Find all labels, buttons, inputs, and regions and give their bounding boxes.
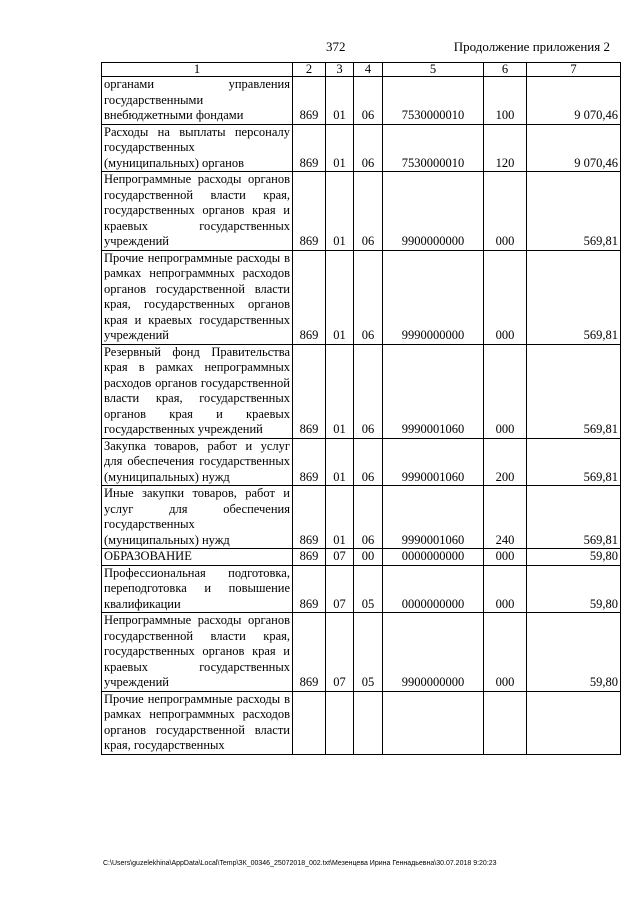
article-code-cell: 9900000000 (383, 172, 484, 251)
row-name-cell: Прочие непрограммные расходы в рамках непрограммных расходов органов государственной власти края, государственных органов края и краевых государственных учреждений (102, 250, 293, 344)
article-code-cell: 9990000000 (383, 250, 484, 344)
column-header: 2 (293, 63, 326, 77)
table-row (102, 549, 621, 566)
table-row (102, 565, 621, 613)
row-name-cell: Резервный фонд Правительства края в рамках непрограммных расходов органов государственной власти края, государственных органов края и краевых государственных учреждений (102, 344, 293, 438)
column-header: 5 (383, 63, 484, 77)
section-code-cell: 01 (326, 344, 354, 438)
expense-type-cell: 120 (484, 124, 527, 172)
amount-cell: 9 070,46 (527, 124, 621, 172)
article-code-cell: 9900000000 (383, 613, 484, 692)
row-name-cell: Расходы на выплаты персоналу государственных (муниципальных) органов (102, 124, 293, 172)
table-row (102, 438, 621, 486)
amount-cell: 59,80 (527, 549, 621, 566)
amount-cell: 59,80 (527, 565, 621, 613)
row-name-cell: Иные закупки товаров, работ и услуг для обеспечения государственных (муниципальных) нужд (102, 486, 293, 549)
amount-cell: 569,81 (527, 486, 621, 549)
amount-cell: 569,81 (527, 344, 621, 438)
row-name-cell: Непрограммные расходы органов государственной власти края, государственных органов края и краевых государственных учреждений (102, 613, 293, 692)
ministry-code-cell: 869 (293, 549, 326, 566)
expense-type-cell: 100 (484, 77, 527, 125)
subsection-code-cell (354, 691, 383, 754)
row-name-cell: Прочие непрограммные расходы в рамках непрограммных расходов органов государственной власти края, государственных (102, 691, 293, 754)
ministry-code-cell: 869 (293, 438, 326, 486)
amount-cell: 569,81 (527, 250, 621, 344)
row-name-cell: Закупка товаров, работ и услуг для обеспечения государственных (муниципальных) нужд (102, 438, 293, 486)
section-code-cell: 01 (326, 77, 354, 125)
subsection-code-cell: 06 (354, 486, 383, 549)
section-code-cell: 07 (326, 565, 354, 613)
article-code-cell (383, 691, 484, 754)
column-header: 7 (527, 63, 621, 77)
expense-type-cell: 000 (484, 250, 527, 344)
row-name-cell: ОБРАЗОВАНИЕ (102, 549, 293, 566)
table-header-row (102, 63, 621, 77)
article-code-cell: 0000000000 (383, 549, 484, 566)
column-header: 4 (354, 63, 383, 77)
table-row (102, 344, 621, 438)
ministry-code-cell: 869 (293, 486, 326, 549)
table-row (102, 250, 621, 344)
row-name-cell: Профессиональная подготовка, переподготовка и повышение квалификации (102, 565, 293, 613)
subsection-code-cell: 06 (354, 77, 383, 125)
ministry-code-cell: 869 (293, 613, 326, 692)
table-row (102, 613, 621, 692)
expense-type-cell: 200 (484, 438, 527, 486)
expense-type-cell: 000 (484, 565, 527, 613)
expense-type-cell (484, 691, 527, 754)
subsection-code-cell: 06 (354, 250, 383, 344)
subsection-code-cell: 06 (354, 438, 383, 486)
section-code-cell: 07 (326, 613, 354, 692)
subsection-code-cell: 05 (354, 565, 383, 613)
ministry-code-cell: 869 (293, 77, 326, 125)
continuation-label: Продолжение приложения 2 (453, 39, 610, 54)
subsection-code-cell: 06 (354, 172, 383, 251)
expense-type-cell: 000 (484, 613, 527, 692)
table-row (102, 124, 621, 172)
amount-cell: 59,80 (527, 613, 621, 692)
section-code-cell: 01 (326, 486, 354, 549)
article-code-cell: 9990001060 (383, 486, 484, 549)
subsection-code-cell: 00 (354, 549, 383, 566)
page-number: 372 (326, 39, 346, 54)
article-code-cell: 0000000000 (383, 565, 484, 613)
expense-type-cell: 000 (484, 172, 527, 251)
expense-type-cell: 240 (484, 486, 527, 549)
section-code-cell: 01 (326, 438, 354, 486)
section-code-cell: 01 (326, 124, 354, 172)
subsection-code-cell: 06 (354, 124, 383, 172)
section-code-cell: 07 (326, 549, 354, 566)
subsection-code-cell: 06 (354, 344, 383, 438)
section-code-cell (326, 691, 354, 754)
subsection-code-cell: 05 (354, 613, 383, 692)
table-row (102, 77, 621, 125)
expense-type-cell: 000 (484, 549, 527, 566)
column-header: 3 (326, 63, 354, 77)
section-code-cell: 01 (326, 172, 354, 251)
article-code-cell: 9990001060 (383, 344, 484, 438)
amount-cell: 9 070,46 (527, 77, 621, 125)
article-code-cell: 7530000010 (383, 124, 484, 172)
ministry-code-cell: 869 (293, 250, 326, 344)
column-header: 1 (102, 63, 293, 77)
table-row (102, 172, 621, 251)
article-code-cell: 7530000010 (383, 77, 484, 125)
row-name-cell: Непрограммные расходы органов государственной власти края, государственных органов края и краевых государственных учреждений (102, 172, 293, 251)
budget-table (101, 62, 621, 755)
article-code-cell: 9990001060 (383, 438, 484, 486)
amount-cell: 569,81 (527, 438, 621, 486)
column-header: 6 (484, 63, 527, 77)
file-path-footer: C:\Users\guzelekhina\AppData\Local\Temp\ЗК_00346_25072018_002.txt\Мезенцева Ирина Геннадьевна\30.07.2018 9:20:23 (103, 860, 497, 867)
amount-cell (527, 691, 621, 754)
table-row (102, 486, 621, 549)
ministry-code-cell (293, 691, 326, 754)
ministry-code-cell: 869 (293, 344, 326, 438)
ministry-code-cell: 869 (293, 565, 326, 613)
expense-type-cell: 000 (484, 344, 527, 438)
table-row (102, 691, 621, 754)
ministry-code-cell: 869 (293, 124, 326, 172)
row-name-cell: органами управления государственными внебюджетными фондами (102, 77, 293, 125)
amount-cell: 569,81 (527, 172, 621, 251)
section-code-cell: 01 (326, 250, 354, 344)
ministry-code-cell: 869 (293, 172, 326, 251)
